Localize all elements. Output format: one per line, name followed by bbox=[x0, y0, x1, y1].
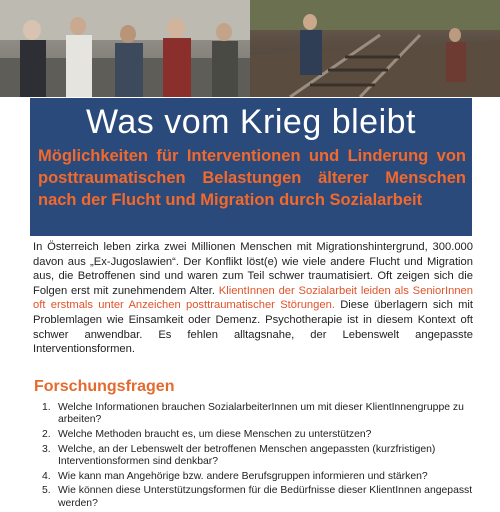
question-text: Wie kann man Angehörige bzw. andere Berufsgruppen informieren und stärken? bbox=[58, 470, 428, 482]
question-number: 2. bbox=[42, 429, 51, 440]
list-item bbox=[38, 429, 478, 441]
question-text: Welche, an der Lebenswelt der betroffenen Menschen angepassten (kurzfristigen) Interventionsformen sind denkbar? bbox=[58, 443, 436, 467]
question-number: 4. bbox=[42, 470, 51, 482]
intro-highlight: KlientInnen der Sozialarbeit leiden als SeniorInnen oft erstmals unter Anzeichen posttraumatischer Störungen. bbox=[33, 284, 473, 312]
list-item bbox=[38, 471, 478, 483]
question-number: 3. bbox=[42, 443, 51, 455]
crowd-photo bbox=[0, 0, 250, 97]
question-number: 5. bbox=[42, 485, 51, 497]
research-questions-list bbox=[38, 402, 478, 512]
list-item bbox=[38, 485, 478, 510]
list-item bbox=[38, 402, 478, 427]
research-questions-heading: Forschungsfragen bbox=[34, 378, 175, 395]
question-number: 1. bbox=[42, 402, 51, 413]
page-title: Was vom Krieg bleibt bbox=[86, 103, 416, 141]
railway-tracks-photo bbox=[250, 0, 500, 97]
intro-text-part1: In Österreich leben zirka zwei Millionen Menschen mit Migrationshintergrund, 300.000 davon aus „Ex-Jugoslawien“. Der Konflikt löst(e) wie viele andere Flucht und Migration aus, die Betroffenen sind und waren zum Teil schwer traumatisiert. Oft zeigen sich die Folgen erst mit zunehmendem Alter. bbox=[33, 241, 473, 297]
header-photo-strip bbox=[0, 0, 500, 97]
intro-paragraph bbox=[33, 240, 473, 357]
question-text: Welche Informationen brauchen SozialarbeiterInnen um mit dieser KlientInnengruppe zu arbeiten? bbox=[58, 402, 464, 426]
question-text: Welche Methoden braucht es, um diese Menschen zu unterstützen? bbox=[58, 429, 372, 440]
intro-text-part2: Diese überlagern sich mit Problemlagen wie Einsamkeit oder Demenz. Psychotherapie ist in diesem Kontext oft schwer anwendbar. Es fehlen alltagsnahe, der Lebenswelt angepasste Interventionsformen. bbox=[33, 299, 473, 356]
list-item bbox=[38, 444, 478, 469]
question-text: Wie können diese Unterstützungsformen für die Bedürfnisse dieser KlientInnen angepasst werden? bbox=[58, 485, 473, 509]
page-subtitle: Möglichkeiten für Interventionen und Linderung von posttraumatischen Belastungen älterer Menschen nach der Flucht und Migration durch Sozialarbeit bbox=[38, 147, 466, 209]
title-banner bbox=[30, 98, 472, 236]
